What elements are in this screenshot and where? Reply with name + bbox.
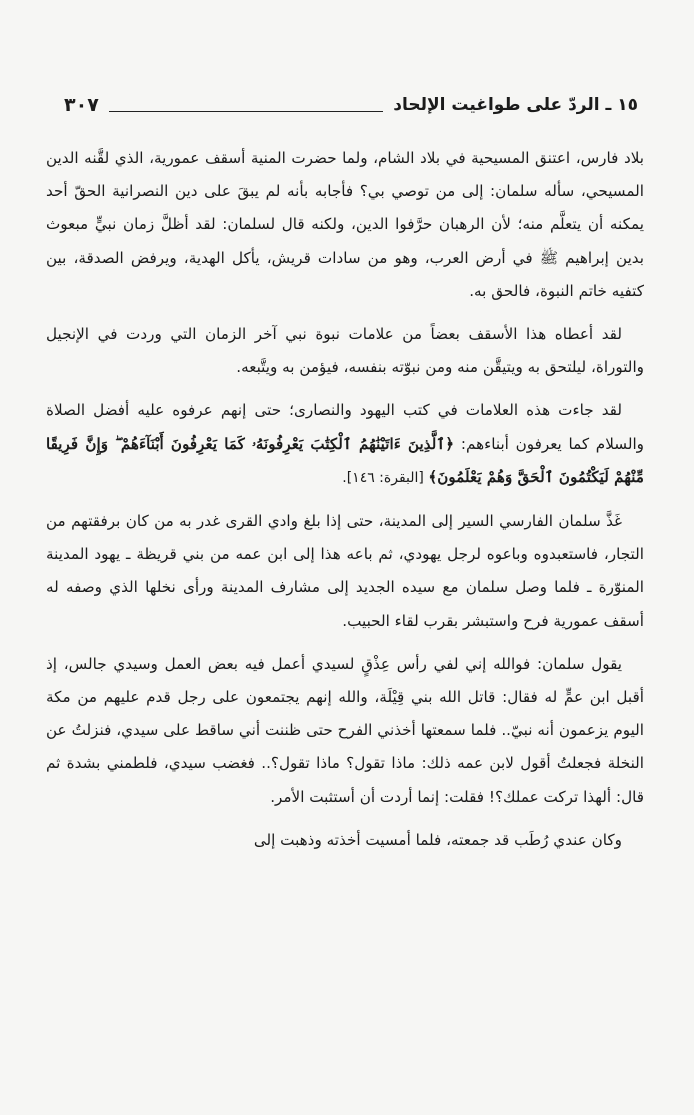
running-header bbox=[64, 88, 638, 122]
paragraph: لقد أعطاه هذا الأسقف بعضاً من علامات نبوة نبي آخر الزمان التي وردت في الإنجيل والتوراة، ليلتحق به ويتيقَّن منه ومن نبوّته بنفسه، فيؤمن به ويتَّبعه. bbox=[46, 325, 644, 377]
paragraph: وكان عندي رُطَب قد جمعته، فلما أمسيت أخذته وذهبت إلى bbox=[253, 830, 622, 849]
paragraph-with-quran bbox=[46, 394, 644, 495]
body-text bbox=[46, 142, 644, 867]
header-rule bbox=[109, 111, 383, 112]
chapter-title: ١٥ ـ الردّ على طواغيت الإلحاد bbox=[393, 95, 638, 115]
quran-verse: ﴿ٱلَّذِينَ ءَاتَيْنَٰهُمُ ٱلْكِتَٰبَ يَعْرِفُونَهُۥ كَمَا يَعْرِفُونَ أَبْنَآءَهُمْ ۖ وَإِنَّ فَرِيقًا مِّنْهُمْ لَيَكْتُمُونَ ٱلْحَقَّ وَهُمْ يَعْلَمُونَ﴾ bbox=[46, 434, 644, 486]
paragraph-text: لقد جاءت هذه العلامات في كتب اليهود والنصارى؛ حتى إنهم عرفوه عليه أفضل الصلاة والسلام كما يعرفون أبناءهم: bbox=[46, 401, 644, 453]
paragraph: غَذَّ سلمان الفارسي السير إلى المدينة، حتى إذا بلغ وادي القرى غدر به من كان برفقتهم من التجار، فاستعبدوه وباعوه لرجل يهودي، ثم باعه هذا إلى ابن عمه من بني قريظة ـ يهود المدينة المنوّرة ـ فلما وصل سلمان مع سيده الجديد إلى مشارف المدينة ورأى نخلها الذي وصفه له أسقف عمورية فرح واستبشر بقرب لقاء الحبيب. bbox=[46, 512, 644, 630]
verse-citation: [البقرة: ١٤٦]. bbox=[342, 469, 429, 486]
paragraph: بلاد فارس، اعتنق المسيحية في بلاد الشام، ولما حضرت المنية أسقف عمورية، الذي لقَّنه الدين المسيحي، سأله سلمان: إلى من توصي بي؟ فأجابه بأنه لم يبقَ على دين النصرانية الحقّ أحد يمكنه أن يتعلَّم منه؛ لأن الرهبان حرَّفوا الدين، ولكنه قال لسلمان: لقد أظلَّ زمان نبيٍّ مبعوث بدين إبراهيم ﷺ في أرض العرب، وهو من سادات قريش، يأكل الهدية، ويرفض الصدقة، بين كتفيه خاتم النبوة، فالحق به. bbox=[46, 149, 644, 300]
page-number: ٣٠٧ bbox=[64, 94, 99, 116]
paragraph: يقول سلمان: فوالله إني لفي رأس عِذْقٍ لسيدي أعمل فيه بعض العمل وسيدي جالس، إذ أقبل ابن عمٍّ له فقال: قاتل الله بني قِيْلَة، والله إنهم يجتمعون على رجل قدم عليهم من مكة اليوم يزعمون أنه نبيّ.. فلما سمعتها أخذني الفرح حتى ظننت أني ساقط على سيدي، فنزلتُ عن النخلة فجعلتُ أقول لابن عمه ذلك: ماذا تقول؟ ماذا تقول؟.. فغضب سيدي، فلطمني بشدة ثم قال: ألهذا تركت عملك؟! فقلت: إنما أردت أن أستثبت الأمر. bbox=[46, 654, 644, 806]
